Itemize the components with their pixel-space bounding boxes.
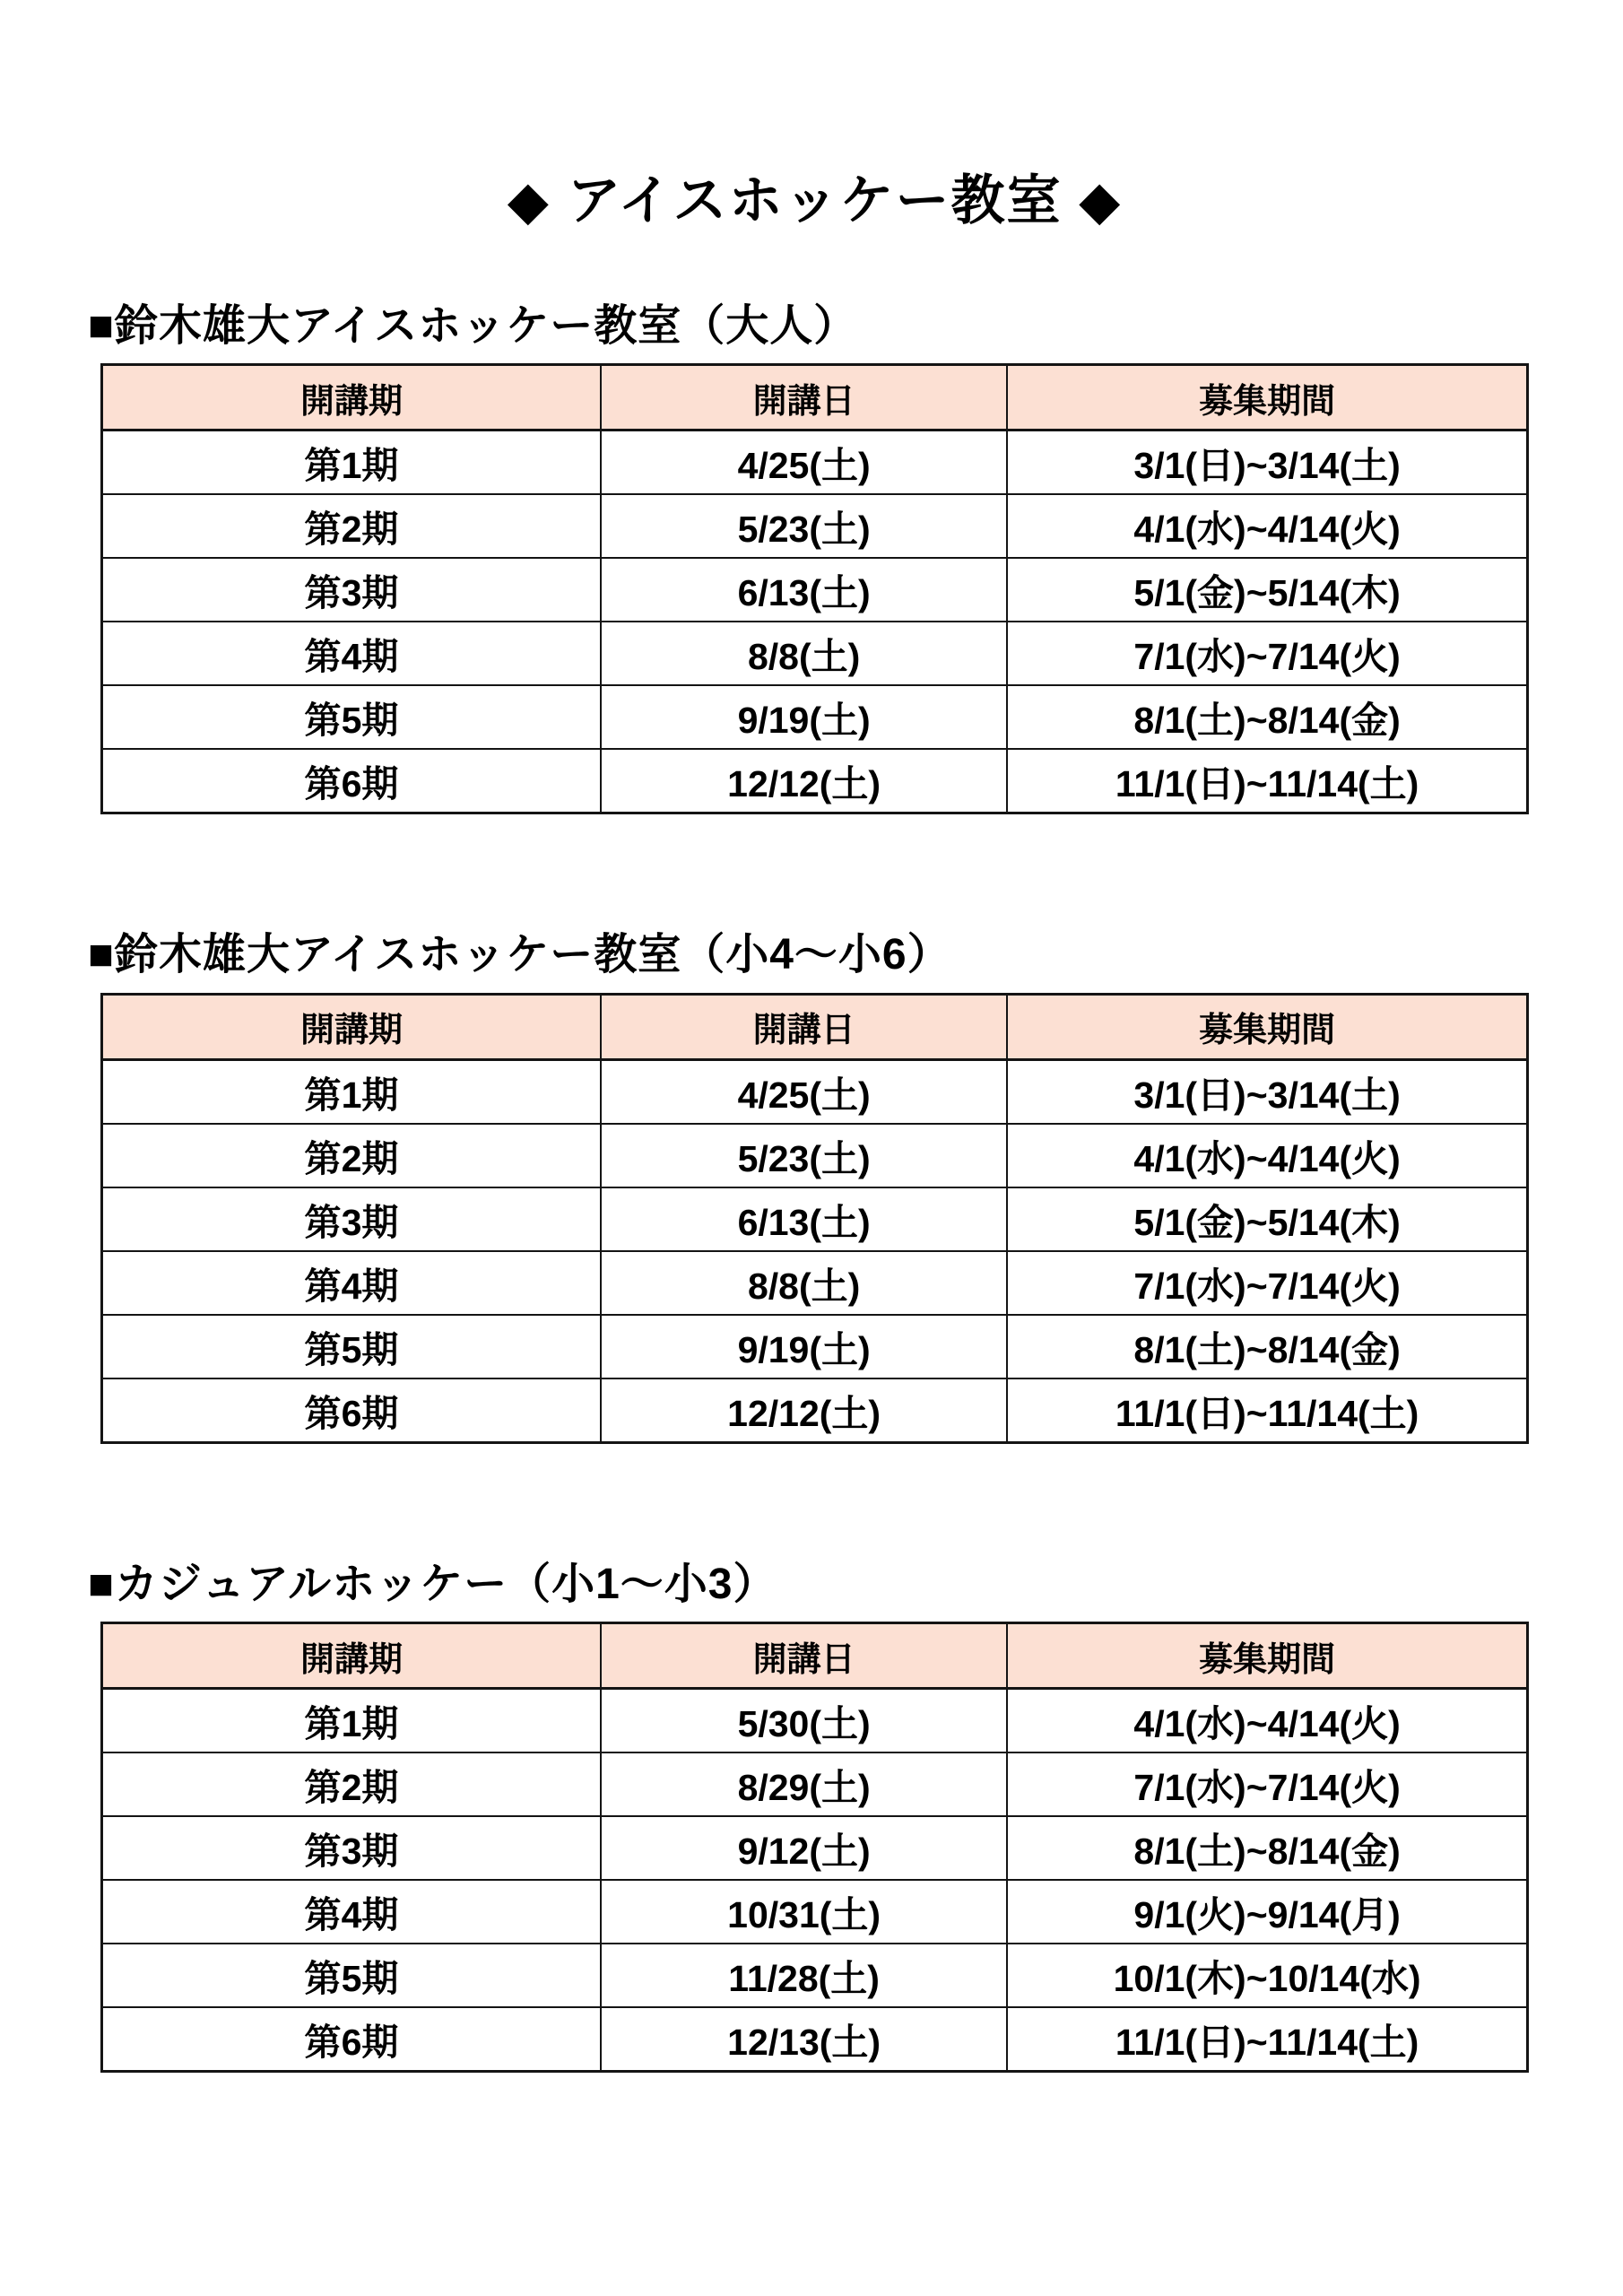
cell-date: 12/12(土)	[601, 1378, 1007, 1443]
cell-date: 12/12(土)	[601, 749, 1007, 813]
header-cell: 開講日	[601, 1623, 1007, 1689]
cell-period: 5/1(金)~5/14(木)	[1007, 558, 1527, 622]
table-row	[102, 1378, 1528, 1443]
cell-date: 9/12(土)	[601, 1816, 1007, 1880]
cell-term: 第5期	[102, 685, 602, 749]
cell-date: 9/19(土)	[601, 1315, 1007, 1378]
cell-period: 10/1(木)~10/14(水)	[1007, 1944, 1527, 2007]
class-section	[88, 299, 1529, 814]
cell-date: 11/28(土)	[601, 1944, 1007, 2007]
table-row	[102, 685, 1528, 749]
header-cell: 募集期間	[1007, 365, 1527, 430]
table-body	[102, 1689, 1528, 2072]
section-heading: ■鈴木雄大アイスホッケー教室（小4～小6）	[88, 931, 951, 979]
cell-period: 11/1(日)~11/14(土)	[1007, 2007, 1527, 2072]
table-row	[102, 558, 1528, 622]
table-row	[102, 2007, 1528, 2072]
cell-term: 第3期	[102, 558, 602, 622]
cell-term: 第6期	[102, 2007, 602, 2072]
cell-term: 第4期	[102, 622, 602, 685]
cell-period: 11/1(日)~11/14(土)	[1007, 1378, 1527, 1443]
cell-period: 5/1(金)~5/14(木)	[1007, 1187, 1527, 1251]
cell-period: 7/1(水)~7/14(火)	[1007, 1251, 1527, 1315]
header-cell: 開講日	[601, 365, 1007, 430]
section-heading: ■カジュアルホッケー（小1～小3）	[88, 1560, 777, 1608]
cell-period: 8/1(土)~8/14(金)	[1007, 1315, 1527, 1378]
cell-term: 第5期	[102, 1315, 602, 1378]
table-header-row	[102, 1623, 1528, 1689]
sections	[88, 299, 1529, 2073]
cell-date: 5/23(土)	[601, 494, 1007, 558]
cell-date: 8/8(土)	[601, 622, 1007, 685]
cell-term: 第2期	[102, 1124, 602, 1187]
table-body	[102, 1059, 1528, 1442]
cell-term: 第3期	[102, 1816, 602, 1880]
table-row	[102, 1944, 1528, 2007]
table-header-row	[102, 994, 1528, 1059]
cell-period: 8/1(土)~8/14(金)	[1007, 1816, 1527, 1880]
schedule-table	[100, 1622, 1529, 2073]
cell-period: 4/1(水)~4/14(火)	[1007, 494, 1527, 558]
cell-period: 3/1(日)~3/14(土)	[1007, 430, 1527, 495]
table-row	[102, 1251, 1528, 1315]
cell-date: 4/25(土)	[601, 430, 1007, 495]
table-row	[102, 622, 1528, 685]
cell-date: 12/13(土)	[601, 2007, 1007, 2072]
header-cell: 開講期	[102, 1623, 602, 1689]
table-row	[102, 1315, 1528, 1378]
cell-term: 第6期	[102, 1378, 602, 1443]
cell-date: 8/29(土)	[601, 1752, 1007, 1816]
cell-date: 4/25(土)	[601, 1059, 1007, 1124]
cell-term: 第2期	[102, 494, 602, 558]
table-row	[102, 494, 1528, 558]
cell-date: 9/19(土)	[601, 685, 1007, 749]
table-row	[102, 430, 1528, 495]
cell-period: 11/1(日)~11/14(土)	[1007, 749, 1527, 813]
cell-period: 7/1(水)~7/14(火)	[1007, 622, 1527, 685]
schedule-table	[100, 993, 1529, 1444]
cell-date: 5/30(土)	[601, 1689, 1007, 1753]
header-cell: 開講期	[102, 365, 602, 430]
cell-term: 第1期	[102, 1059, 602, 1124]
table-row	[102, 1752, 1528, 1816]
cell-term: 第4期	[102, 1251, 602, 1315]
cell-term: 第3期	[102, 1187, 602, 1251]
class-section	[88, 927, 1529, 1443]
cell-date: 8/8(土)	[601, 1251, 1007, 1315]
table-row	[102, 1187, 1528, 1251]
cell-period: 4/1(水)~4/14(火)	[1007, 1124, 1527, 1187]
table-row	[102, 1059, 1528, 1124]
cell-date: 6/13(土)	[601, 558, 1007, 622]
cell-period: 9/1(火)~9/14(月)	[1007, 1880, 1527, 1944]
cell-period: 7/1(水)~7/14(火)	[1007, 1752, 1527, 1816]
cell-period: 3/1(日)~3/14(土)	[1007, 1059, 1527, 1124]
cell-term: 第2期	[102, 1752, 602, 1816]
header-cell: 募集期間	[1007, 994, 1527, 1059]
table-row	[102, 1880, 1528, 1944]
schedule-table	[100, 363, 1529, 814]
table-row	[102, 1124, 1528, 1187]
table-body	[102, 430, 1528, 813]
cell-term: 第1期	[102, 1689, 602, 1753]
header-cell: 開講期	[102, 994, 602, 1059]
page-title: ◆ アイスホッケー教室 ◆	[507, 170, 1123, 230]
header-cell: 開講日	[601, 994, 1007, 1059]
cell-term: 第6期	[102, 749, 602, 813]
table-row	[102, 1816, 1528, 1880]
table-row	[102, 1689, 1528, 1753]
cell-date: 5/23(土)	[601, 1124, 1007, 1187]
table-row	[102, 749, 1528, 813]
cell-date: 6/13(土)	[601, 1187, 1007, 1251]
cell-term: 第4期	[102, 1880, 602, 1944]
cell-term: 第1期	[102, 430, 602, 495]
cell-date: 10/31(土)	[601, 1880, 1007, 1944]
cell-period: 8/1(土)~8/14(金)	[1007, 685, 1527, 749]
section-heading: ■鈴木雄大アイスホッケー教室（大人）	[88, 302, 858, 350]
header-cell: 募集期間	[1007, 1623, 1527, 1689]
cell-term: 第5期	[102, 1944, 602, 2007]
cell-period: 4/1(水)~4/14(火)	[1007, 1689, 1527, 1753]
table-header-row	[102, 365, 1528, 430]
class-section	[88, 1557, 1529, 2073]
